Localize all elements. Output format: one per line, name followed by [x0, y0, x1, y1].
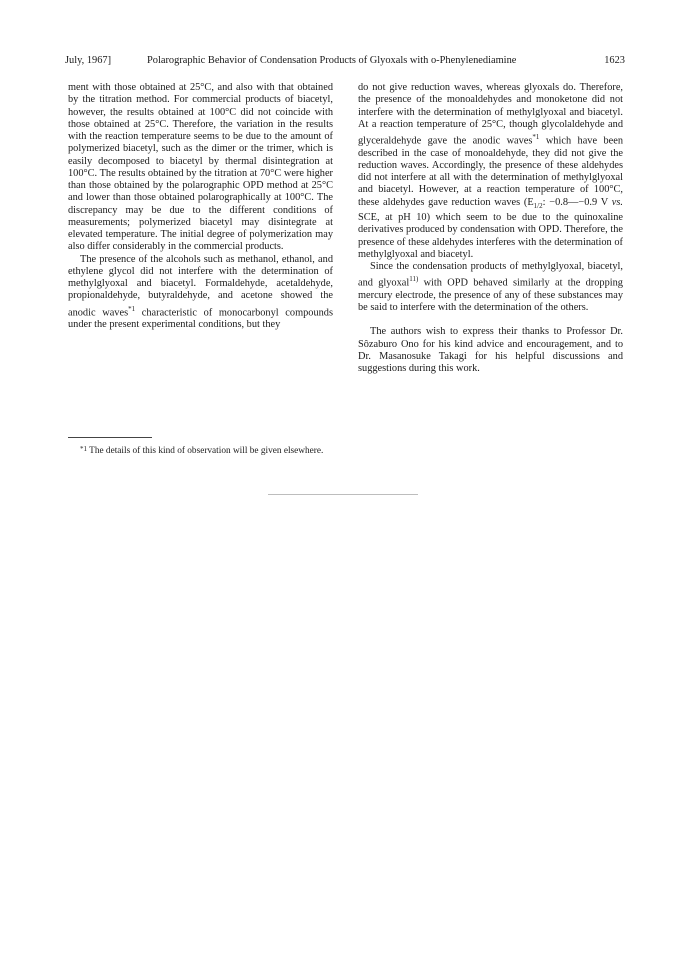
paragraph-condensation-products: [358, 261, 623, 314]
subscript: 1/2: [533, 201, 543, 210]
text-run: which have been described in the case of monoaldehyde, they did not give the reduction waves. Accordingly, the presence of these aldehydes did not interfere at all with the determination of methylglyoxal and biacetyl. However, at a reaction temperature of 100°C, these aldehydes gave reduction waves (E: [358, 135, 623, 208]
paragraph-reduction-waves: [358, 82, 623, 261]
paragraph-gap: [358, 314, 623, 326]
text-run: characteristic of monocarbonyl compounds under the present experimental conditions, but they: [68, 306, 334, 331]
footnote: [68, 444, 333, 458]
page-number: 1623: [604, 55, 625, 66]
reference-marker: 11): [409, 275, 419, 284]
right-column: [358, 82, 623, 375]
italic-vs: vs.: [611, 196, 623, 208]
text-run: SCE, at pH 10) which seem to be due to the quinoxaline derivatives produced by condensation with OPD. Therefore, the presence of these aldehydes interferes with the determination of methylglyoxal and biacetyl.: [358, 212, 623, 260]
footnote-divider: [68, 437, 152, 438]
footnote-text: The details of this kind of observation will be given elsewhere.: [89, 446, 324, 456]
issue-date: July, 1967]: [65, 55, 112, 66]
text-run: : −0.8—−0.9 V: [542, 196, 612, 208]
acknowledgement: The authors wish to express their thanks to Professor Dr. Sôzaburo Ono for his kind advice and encouragement, and to Dr. Masanosuke Takagi for his helpful discussions and suggestions during this work.: [358, 326, 623, 375]
footnote-marker: *1: [128, 304, 136, 313]
paragraph-interference-alcohols: [68, 254, 333, 332]
text-run: Since the condensation products of methylglyoxal, biacetyl, and glyoxal: [358, 261, 623, 289]
paragraph-continued: ment with those obtained at 25°C, and also with that obtained by the titration method. For commercial products of biacetyl, however, the results obtained at 100°C did not coincide with those obtained at 25°C. Therefore, the variation in the results with the reaction temperature seems to be due to the amount of polymerized biacetyl, such as the dimer or the trimer, which is easily decomposed to biacetyl by thermal disintegration at 100°C. The results obtained by the titration at 70°C were higher than those obtained by the polarographic OPD method at 25°C and lower than those obtained polarographically at 100°C. The discrepancy may be due to the different conditions of measurements; polymerized biacetyl may disintegrate at elevated temperature. The initial degree of polymerization may also differ considerably in the commercial products.: [68, 82, 333, 253]
end-of-article-rule: [268, 494, 418, 495]
footnote-mark: *1: [80, 445, 87, 453]
left-column: [68, 82, 333, 331]
footnote-marker: *1: [532, 133, 540, 141]
running-title: Polarographic Behavior of Condensation Products of Glyoxals with o-Phenylenediamine: [147, 55, 517, 66]
text-run: The presence of the alcohols such as methanol, ethanol, and ethylene glycol did not interfere with the determination of methylglyoxal and biacetyl. Formaldehyde, acetaldehyde, propionaldehyde, butyraldehyde, and acetone showed the anodic waves: [68, 253, 333, 318]
text-run: do not give reduction waves, whereas glyoxals do. Therefore, the presence of the monoaldehydes and monoketone did not interfere with the determination of methylglyoxal and biacetyl. At a reaction temperature of 25°C, though glycolaldehyde and glyceraldehyde gave the anodic waves: [358, 82, 623, 147]
text-run: with OPD behaved similarly at the dropping mercury electrode, the presence of any of these substances may be said to interfere with the determination of the others.: [358, 277, 623, 314]
